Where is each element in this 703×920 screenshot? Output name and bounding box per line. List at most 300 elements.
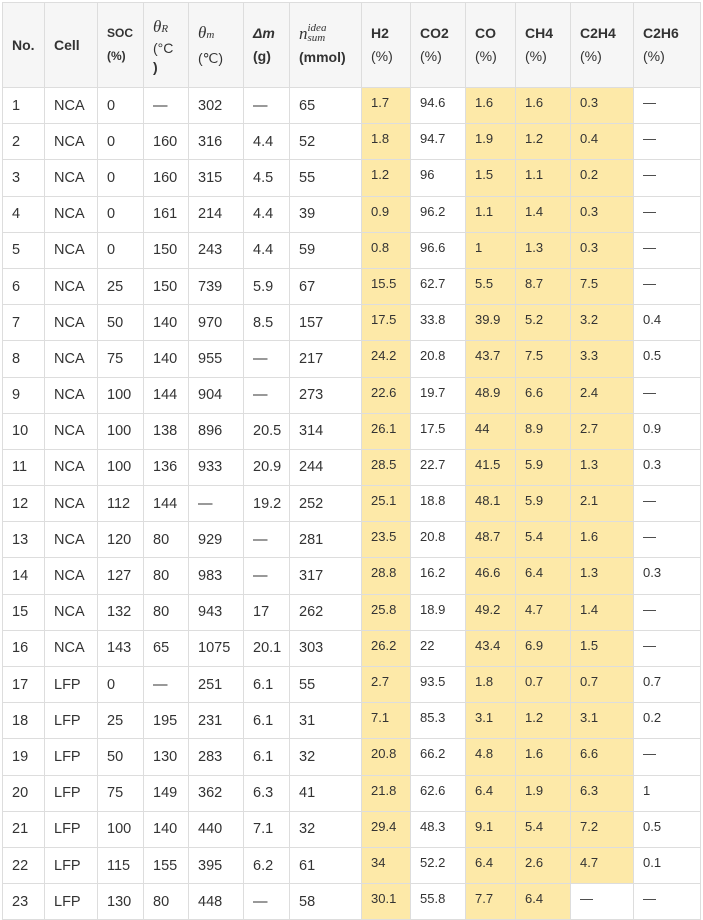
cell-c2h6: — [634,232,701,268]
cell-dm: — [244,377,290,413]
cell-theta-r: 138 [144,413,189,449]
cell-soc: 75 [98,341,144,377]
cell-co2: 96.2 [411,196,466,232]
cell-c2h6: — [634,124,701,160]
cell-theta-r: 161 [144,196,189,232]
cell-n-sum: 32 [290,811,362,847]
cell-theta-r: 144 [144,486,189,522]
cell-cell: NCA [45,268,98,304]
cell-c2h6: 0.5 [634,341,701,377]
cell-dm: 4.5 [244,160,290,196]
cell-soc: 130 [98,884,144,920]
cell-theta-m: 316 [189,124,244,160]
cell-dm: 7.1 [244,811,290,847]
cell-h2: 20.8 [362,739,411,775]
cell-soc: 100 [98,811,144,847]
table-row [3,775,701,811]
cell-no: 8 [3,341,45,377]
header-n-sum [290,3,362,88]
cell-theta-r: 140 [144,341,189,377]
cell-c2h4: 0.4 [571,124,634,160]
header-theta-m-unit: (℃) [198,49,224,66]
cell-co: 1.8 [466,667,516,703]
cell-c2h6: — [634,884,701,920]
cell-c2h4: 3.2 [571,305,634,341]
header-c2h6 [634,3,701,88]
cell-theta-r: 80 [144,558,189,594]
cell-n-sum: 41 [290,775,362,811]
cell-ch4: 5.9 [516,486,571,522]
table-row [3,88,701,124]
cell-n-sum: 67 [290,268,362,304]
table-row [3,341,701,377]
cell-co: 1.9 [466,124,516,160]
cell-soc: 0 [98,160,144,196]
cell-c2h4: 4.7 [571,847,634,883]
cell-h2: 25.8 [362,594,411,630]
cell-soc: 0 [98,667,144,703]
cell-cell: NCA [45,413,98,449]
cell-h2: 23.5 [362,522,411,558]
header-c2h4-unit: (%) [580,48,602,64]
cell-co: 48.7 [466,522,516,558]
cell-no: 1 [3,88,45,124]
cell-no: 7 [3,305,45,341]
cell-soc: 115 [98,847,144,883]
table-row [3,522,701,558]
cell-c2h4: 2.1 [571,486,634,522]
cell-n-sum: 217 [290,341,362,377]
cell-co: 44 [466,413,516,449]
cell-c2h6: 0.9 [634,413,701,449]
cell-c2h4: 1.3 [571,449,634,485]
cell-no: 2 [3,124,45,160]
header-ch4-unit: (%) [525,48,547,64]
cell-soc: 100 [98,449,144,485]
header-row [3,3,701,88]
cell-ch4: 1.2 [516,124,571,160]
header-c2h4 [571,3,634,88]
cell-c2h4: 7.2 [571,811,634,847]
cell-ch4: 5.4 [516,522,571,558]
cell-theta-r: 160 [144,160,189,196]
cell-theta-m: 448 [189,884,244,920]
header-cell: Cell [45,3,98,88]
cell-h2: 28.5 [362,449,411,485]
table-row [3,847,701,883]
cell-c2h6: — [634,486,701,522]
cell-dm: 6.1 [244,667,290,703]
header-theta-r-unit-close: ) [153,59,158,75]
cell-theta-m: 315 [189,160,244,196]
cell-co2: 96 [411,160,466,196]
cell-co: 49.2 [466,594,516,630]
data-table [2,2,701,920]
cell-dm: 6.2 [244,847,290,883]
cell-theta-m: 896 [189,413,244,449]
cell-c2h4: 3.3 [571,341,634,377]
cell-co: 1.6 [466,88,516,124]
cell-theta-m: 1075 [189,630,244,666]
cell-dm: 20.5 [244,413,290,449]
header-co [466,3,516,88]
cell-c2h4: 3.1 [571,703,634,739]
header-theta-r [144,3,189,88]
table-row [3,811,701,847]
cell-ch4: 1.2 [516,703,571,739]
cell-ch4: 6.9 [516,630,571,666]
cell-h2: 1.7 [362,88,411,124]
cell-theta-r: 144 [144,377,189,413]
cell-n-sum: 59 [290,232,362,268]
cell-co2: 96.6 [411,232,466,268]
cell-theta-m: 970 [189,305,244,341]
cell-c2h4: 6.3 [571,775,634,811]
cell-cell: NCA [45,449,98,485]
header-co2-unit: (%) [420,48,442,64]
cell-co: 41.5 [466,449,516,485]
cell-theta-r: 155 [144,847,189,883]
cell-h2: 22.6 [362,377,411,413]
cell-co: 43.7 [466,341,516,377]
header-theta-m [189,3,244,88]
cell-ch4: 2.6 [516,847,571,883]
cell-co: 46.6 [466,558,516,594]
header-c2h4-label: C2H4 [580,25,616,41]
cell-co: 7.7 [466,884,516,920]
header-no: No. [3,3,45,88]
cell-n-sum: 61 [290,847,362,883]
cell-soc: 25 [98,703,144,739]
cell-co: 48.9 [466,377,516,413]
cell-theta-m: 933 [189,449,244,485]
cell-no: 19 [3,739,45,775]
cell-theta-m: 983 [189,558,244,594]
cell-cell: NCA [45,124,98,160]
table-row [3,305,701,341]
cell-theta-r: 65 [144,630,189,666]
cell-co: 5.5 [466,268,516,304]
cell-h2: 1.2 [362,160,411,196]
cell-cell: LFP [45,775,98,811]
table-row [3,667,701,703]
table-row [3,124,701,160]
table-row [3,558,701,594]
cell-n-sum: 32 [290,739,362,775]
cell-theta-m: 231 [189,703,244,739]
cell-dm: 6.3 [244,775,290,811]
cell-theta-m: 214 [189,196,244,232]
cell-ch4: 6.4 [516,884,571,920]
cell-cell: LFP [45,811,98,847]
cell-h2: 34 [362,847,411,883]
cell-c2h4: 0.3 [571,88,634,124]
cell-h2: 21.8 [362,775,411,811]
cell-h2: 26.2 [362,630,411,666]
cell-co: 6.4 [466,775,516,811]
cell-theta-r: 150 [144,232,189,268]
cell-no: 23 [3,884,45,920]
cell-ch4: 5.4 [516,811,571,847]
cell-no: 12 [3,486,45,522]
cell-no: 13 [3,522,45,558]
cell-ch4: 1.4 [516,196,571,232]
cell-c2h4: 2.4 [571,377,634,413]
cell-c2h4: 1.3 [571,558,634,594]
cell-co: 4.8 [466,739,516,775]
cell-h2: 1.8 [362,124,411,160]
cell-soc: 0 [98,196,144,232]
header-h2-label: H2 [371,25,389,41]
cell-co: 1.5 [466,160,516,196]
table-row [3,413,701,449]
cell-cell: NCA [45,232,98,268]
cell-cell: LFP [45,884,98,920]
cell-theta-m: 904 [189,377,244,413]
cell-co2: 18.8 [411,486,466,522]
cell-dm: 8.5 [244,305,290,341]
cell-h2: 30.1 [362,884,411,920]
table-row [3,884,701,920]
cell-theta-m: 955 [189,341,244,377]
cell-theta-r: 140 [144,305,189,341]
cell-dm: 4.4 [244,232,290,268]
cell-c2h4: 6.6 [571,739,634,775]
cell-no: 14 [3,558,45,594]
cell-soc: 100 [98,377,144,413]
table-body [3,88,701,920]
header-n-sum-symbol: nidea sum [299,21,327,44]
header-theta-m-symbol: θm [198,22,215,42]
cell-dm: 19.2 [244,486,290,522]
cell-co2: 19.7 [411,377,466,413]
table-row [3,594,701,630]
cell-n-sum: 65 [290,88,362,124]
cell-dm: 6.1 [244,703,290,739]
cell-h2: 0.9 [362,196,411,232]
cell-dm: — [244,88,290,124]
cell-soc: 0 [98,124,144,160]
header-h2 [362,3,411,88]
cell-co2: 16.2 [411,558,466,594]
cell-theta-r: — [144,88,189,124]
cell-ch4: 1.9 [516,775,571,811]
cell-h2: 15.5 [362,268,411,304]
cell-theta-m: 302 [189,88,244,124]
header-co-unit: (%) [475,48,497,64]
cell-cell: NCA [45,630,98,666]
cell-cell: LFP [45,739,98,775]
cell-soc: 25 [98,268,144,304]
cell-c2h6: — [634,268,701,304]
cell-dm: — [244,341,290,377]
cell-h2: 7.1 [362,703,411,739]
header-co2 [411,3,466,88]
header-theta-r-unit: (°C [153,40,174,56]
header-soc-label: SOC [107,26,134,40]
cell-cell: NCA [45,558,98,594]
cell-co2: 18.9 [411,594,466,630]
cell-no: 17 [3,667,45,703]
table-row [3,630,701,666]
cell-soc: 50 [98,739,144,775]
cell-theta-r: 80 [144,522,189,558]
header-soc-unit: (%) [107,49,126,63]
cell-c2h6: — [634,88,701,124]
cell-ch4: 1.6 [516,739,571,775]
header-theta-r-symbol: θR [153,17,169,36]
table-row [3,377,701,413]
cell-dm: 20.1 [244,630,290,666]
header-n-sum-unit: (mmol) [299,48,346,65]
cell-c2h6: — [634,630,701,666]
cell-c2h4: 0.7 [571,667,634,703]
cell-cell: NCA [45,594,98,630]
cell-ch4: 0.7 [516,667,571,703]
cell-dm: — [244,884,290,920]
header-dm-unit: (g) [253,48,271,64]
cell-theta-r: — [144,667,189,703]
cell-ch4: 6.4 [516,558,571,594]
cell-c2h4: — [571,884,634,920]
cell-cell: LFP [45,667,98,703]
cell-c2h6: — [634,160,701,196]
cell-soc: 143 [98,630,144,666]
cell-dm: 20.9 [244,449,290,485]
cell-theta-m: — [189,486,244,522]
cell-dm: 17 [244,594,290,630]
cell-theta-r: 80 [144,884,189,920]
header-soc [98,3,144,88]
cell-co2: 22.7 [411,449,466,485]
header-c2h6-unit: (%) [643,48,665,64]
table-row [3,449,701,485]
cell-no: 3 [3,160,45,196]
cell-c2h6: 0.3 [634,558,701,594]
cell-cell: LFP [45,703,98,739]
cell-ch4: 8.9 [516,413,571,449]
cell-h2: 24.2 [362,341,411,377]
table-wrapper [2,2,701,920]
cell-n-sum: 314 [290,413,362,449]
cell-theta-r: 136 [144,449,189,485]
cell-theta-r: 80 [144,594,189,630]
cell-co: 43.4 [466,630,516,666]
cell-co2: 62.6 [411,775,466,811]
cell-cell: NCA [45,160,98,196]
cell-c2h4: 0.2 [571,160,634,196]
cell-theta-r: 140 [144,811,189,847]
cell-c2h6: — [634,196,701,232]
cell-dm: 4.4 [244,196,290,232]
table-row [3,486,701,522]
cell-dm: — [244,558,290,594]
cell-co2: 52.2 [411,847,466,883]
cell-theta-m: 283 [189,739,244,775]
cell-co2: 17.5 [411,413,466,449]
header-co2-label: CO2 [420,25,449,41]
cell-soc: 75 [98,775,144,811]
cell-co: 48.1 [466,486,516,522]
cell-n-sum: 39 [290,196,362,232]
cell-co: 1 [466,232,516,268]
cell-ch4: 1.3 [516,232,571,268]
header-h2-unit: (%) [371,48,393,64]
cell-c2h6: 0.1 [634,847,701,883]
cell-theta-r: 130 [144,739,189,775]
cell-h2: 29.4 [362,811,411,847]
cell-dm: 5.9 [244,268,290,304]
cell-co: 1.1 [466,196,516,232]
cell-co2: 20.8 [411,522,466,558]
cell-cell: NCA [45,377,98,413]
cell-c2h4: 7.5 [571,268,634,304]
cell-soc: 100 [98,413,144,449]
cell-ch4: 1.1 [516,160,571,196]
header-c2h6-label: C2H6 [643,25,679,41]
cell-cell: LFP [45,847,98,883]
cell-n-sum: 58 [290,884,362,920]
cell-co2: 94.6 [411,88,466,124]
cell-theta-r: 195 [144,703,189,739]
cell-soc: 120 [98,522,144,558]
cell-h2: 17.5 [362,305,411,341]
cell-c2h6: — [634,739,701,775]
cell-theta-m: 943 [189,594,244,630]
cell-co2: 85.3 [411,703,466,739]
table-row [3,739,701,775]
cell-h2: 2.7 [362,667,411,703]
cell-soc: 127 [98,558,144,594]
cell-theta-r: 149 [144,775,189,811]
cell-no: 18 [3,703,45,739]
cell-n-sum: 303 [290,630,362,666]
cell-dm: — [244,522,290,558]
cell-h2: 26.1 [362,413,411,449]
cell-c2h6: 1 [634,775,701,811]
cell-theta-m: 739 [189,268,244,304]
cell-no: 4 [3,196,45,232]
cell-co2: 93.5 [411,667,466,703]
cell-co: 3.1 [466,703,516,739]
cell-no: 16 [3,630,45,666]
cell-h2: 25.1 [362,486,411,522]
cell-no: 5 [3,232,45,268]
cell-co2: 62.7 [411,268,466,304]
cell-n-sum: 52 [290,124,362,160]
cell-co2: 22 [411,630,466,666]
cell-co2: 20.8 [411,341,466,377]
cell-n-sum: 317 [290,558,362,594]
cell-c2h6: 0.4 [634,305,701,341]
cell-theta-m: 395 [189,847,244,883]
cell-theta-r: 150 [144,268,189,304]
cell-c2h6: 0.2 [634,703,701,739]
cell-soc: 0 [98,88,144,124]
cell-n-sum: 157 [290,305,362,341]
cell-c2h6: — [634,594,701,630]
cell-theta-m: 929 [189,522,244,558]
cell-h2: 28.8 [362,558,411,594]
cell-c2h6: — [634,377,701,413]
cell-n-sum: 281 [290,522,362,558]
cell-no: 6 [3,268,45,304]
cell-c2h4: 1.4 [571,594,634,630]
cell-cell: NCA [45,196,98,232]
cell-ch4: 4.7 [516,594,571,630]
cell-co2: 48.3 [411,811,466,847]
cell-c2h6: 0.5 [634,811,701,847]
